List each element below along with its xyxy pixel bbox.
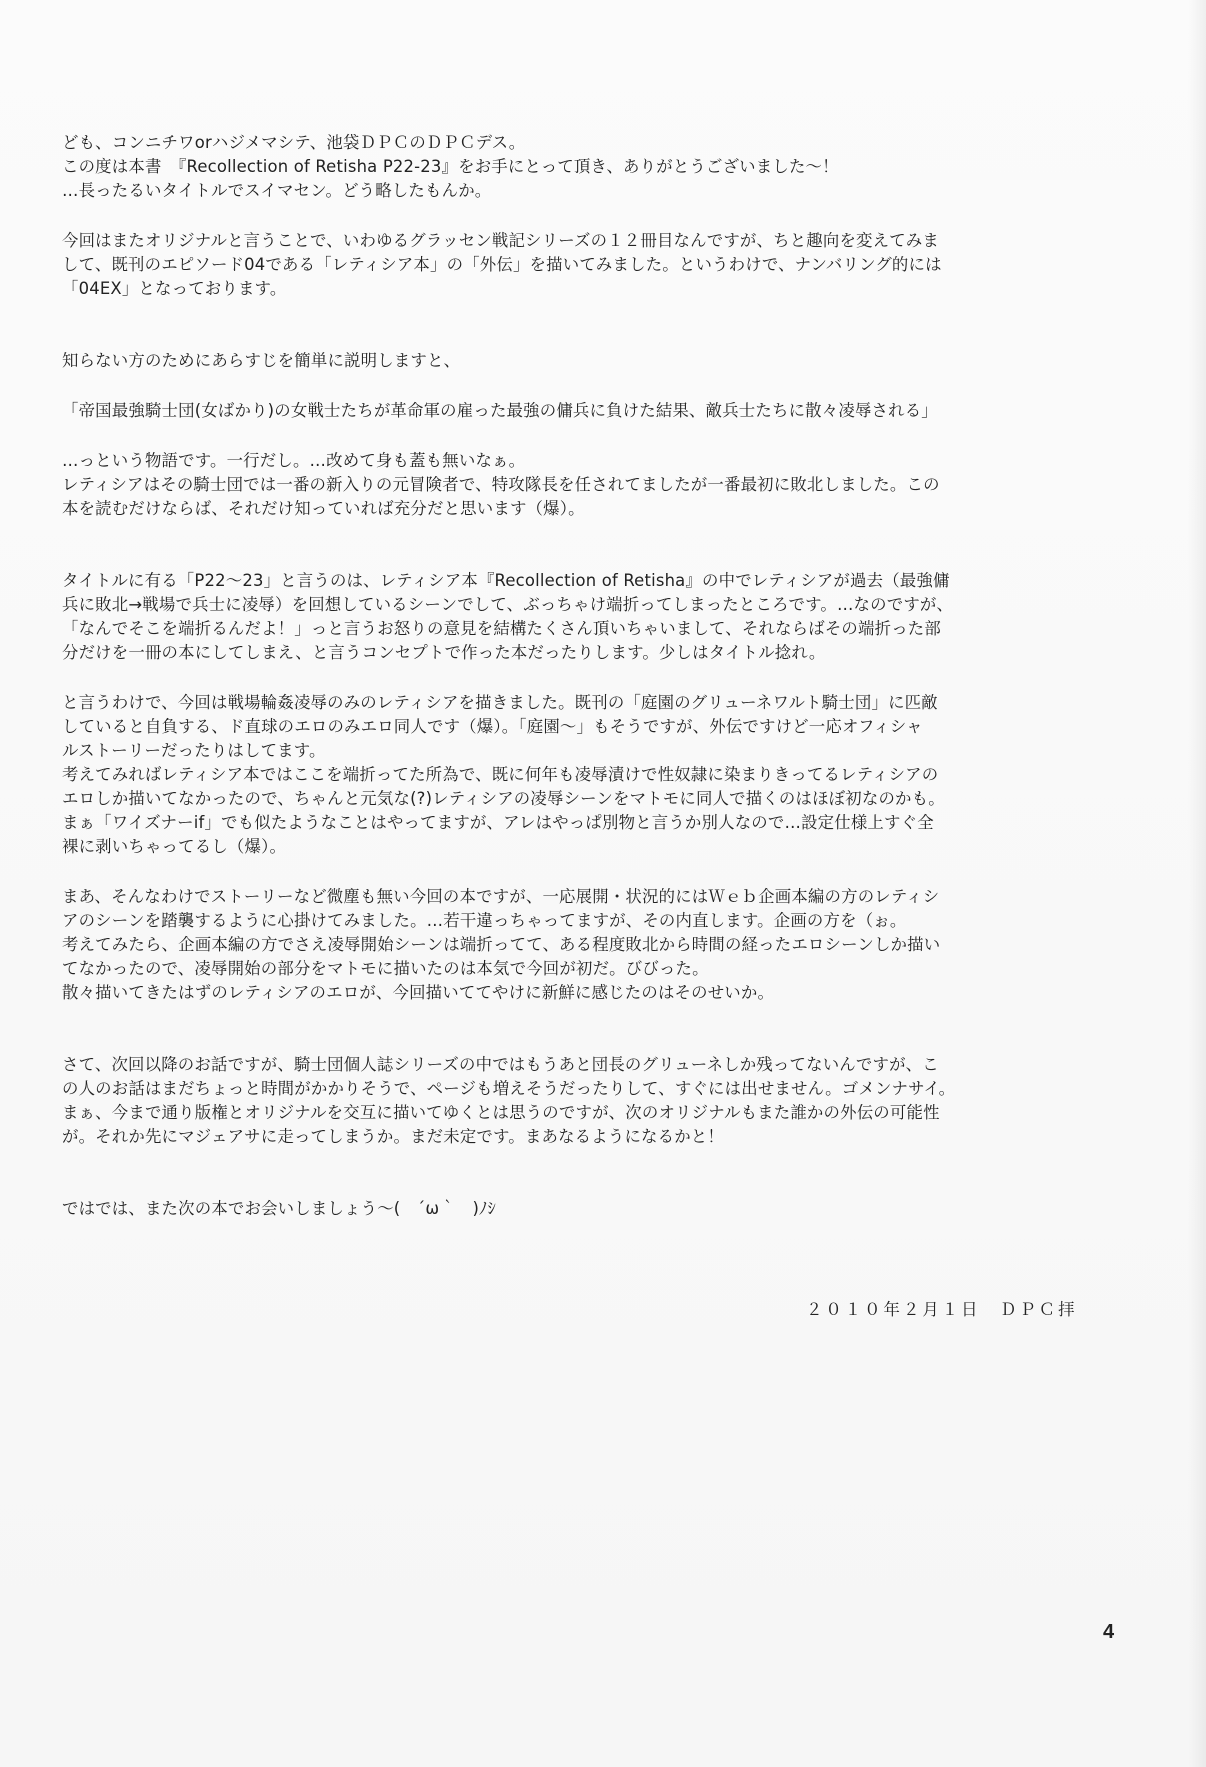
text-line: …っという物語です。一行だし。…改めて身も蓋も無いなぁ。 [62,451,526,470]
text-line: 本を読むだけならば、それだけ知っていれば充分だと思います（爆）。 [62,499,585,518]
text-line: 今回はまたオリジナルと言うことで、いわゆるグラッセン戦記シリーズの１２冊目なんですが、ちと趣向を変えてみま [62,231,940,250]
text-line: 分だけを一冊の本にしてしまえ、と言うコンセプトで作った本だったりします。少しはタイトル捻れ。 [62,643,826,662]
text-line: エロしか描いてなかったので、ちゃんと元気な(?)レティシアの凌辱シーンをマトモに同人で描くのはほぼ初なのかも。 [62,789,945,808]
text-line: 「なんでそこを端折るんだよ！」っと言うお怒りの意見を結構たくさん頂いちゃいまして、それならばその端折った部 [62,619,941,638]
paragraph-synopsis-intro [62,349,1107,373]
text-line: して、既刊のエピソード04である「レティシア本」の「外伝」を描いてみました。というわけで、ナンバリング的には [62,255,942,274]
paragraph-greeting [62,131,1107,203]
text-line: …長ったるいタイトルでスイマセン。どう略したもんか。 [62,181,492,200]
paragraph-synopsis [62,399,1107,423]
page-edge-shadow [1188,0,1206,1767]
paragraph-content-note [62,691,1107,859]
text-line: この度は本書 『Recollection of Retisha P22-23』をお手にとって頂き、ありがとうございました～！ [62,157,839,176]
paragraph-story-note [62,449,1107,521]
paragraph-farewell [62,1197,1107,1221]
text-line: さて、次回以降のお話ですが、騎士団個人誌シリーズの中ではもうあと団長のグリューネしか残ってないんですが、こ [62,1055,939,1074]
text-line: タイトルに有る「P22～23」と言うのは、レティシア本『Recollection of Retisha』の中でレティシアが過去（最強傭 [62,571,950,590]
text-line: 考えてみたら、企画本編の方でさえ凌辱開始シーンは端折ってて、ある程度敗北から時間の経ったエロシーンしか描い [62,935,941,954]
text-line: 知らない方のためにあらすじを簡単に説明しますと、 [62,351,461,370]
text-line: まあ、そんなわけでストーリーなど微塵も無い今回の本ですが、一応展開・状況的にはＷｅｂ企画本編の方のレティシ [62,887,940,906]
text-line: てなかったので、凌辱開始の部分をマトモに描いたのは本気で今回が初だ。びびった。 [62,959,709,978]
text-line: ども、コンニチワorハジメマシテ、池袋ＤＰＣのＤＰＣデス。 [62,133,526,152]
text-line: レティシアはその騎士団では一番の新入りの元冒険者で、特攻隊長を任されてましたが一番最初に敗北しました。この [62,475,940,494]
text-line: 裸に剥いちゃってるし（爆）。 [62,837,287,856]
text-line: ルストーリーだったりはしてます。 [62,741,326,760]
text-line: 散々描いてきたはずのレティシアのエロが、今回描いててやけに新鮮に感じたのはそのせいか。 [62,983,775,1002]
text-line: ではでは、また次の本でお会いしましょう～( ´ω｀ )ﾉｼ [62,1199,496,1218]
paragraph-next-plans [62,1053,1107,1149]
text-line: 兵に敗北→戦場で兵士に凌辱）を回想しているシーンでして、ぶっちゃけ端折ってしまったところです。…なのですが、 [62,595,954,614]
paragraph-title-explanation [62,569,1107,665]
paragraph-series [62,229,1107,301]
page-number: 4 [1103,1621,1115,1643]
afterword-text [62,131,1107,1221]
text-line: していると自負する、ド直球のエロのみエロ同人です（爆）。「庭園～」もそうですが、外伝ですけど一応オフィシャ [62,717,923,736]
text-line: と言うわけで、今回は戦場輪姦凌辱のみのレティシアを描きました。既刊の「庭園のグリューネワルト騎士団」に匹敵 [62,693,938,712]
text-line: 「04EX」となっております。 [62,279,287,298]
text-line: が。それか先にマジェアサに走ってしまうか。まだ未定です。まあなるようになるかと！ [62,1127,724,1146]
date-signature: ２０１０年２月１日 ＤＰＣ拝 [806,1300,1078,1319]
text-line: 「帝国最強騎士団(女ばかり)の女戦士たちが革命軍の雇った最強の傭兵に負けた結果、敵兵士たちに散々凌辱される」 [62,401,938,420]
paragraph-web-project [62,885,1107,1005]
text-line: の人のお話はまだちょっと時間がかかりそうで、ページも増えそうだったりして、すぐには出せません。ゴメンナサイ。 [62,1079,956,1098]
text-line: まぁ「ワイズナーif」でも似たようなことはやってますが、アレはやっぱ別物と言うか別人なので…設定仕様上すぐ全 [62,813,934,832]
text-line: まぁ、今まで通り版権とオリジナルを交互に描いてゆくとは思うのですが、次のオリジナルもまた誰かの外伝の可能性 [62,1103,940,1122]
text-line: 考えてみればレティシア本ではここを端折ってた所為で、既に何年も凌辱漬けで性奴隷に染まりきってるレティシアの [62,765,939,784]
text-line: アのシーンを踏襲するように心掛けてみました。…若干違っちゃってますが、その内直します。企画の方を（ぉ。 [62,911,907,930]
